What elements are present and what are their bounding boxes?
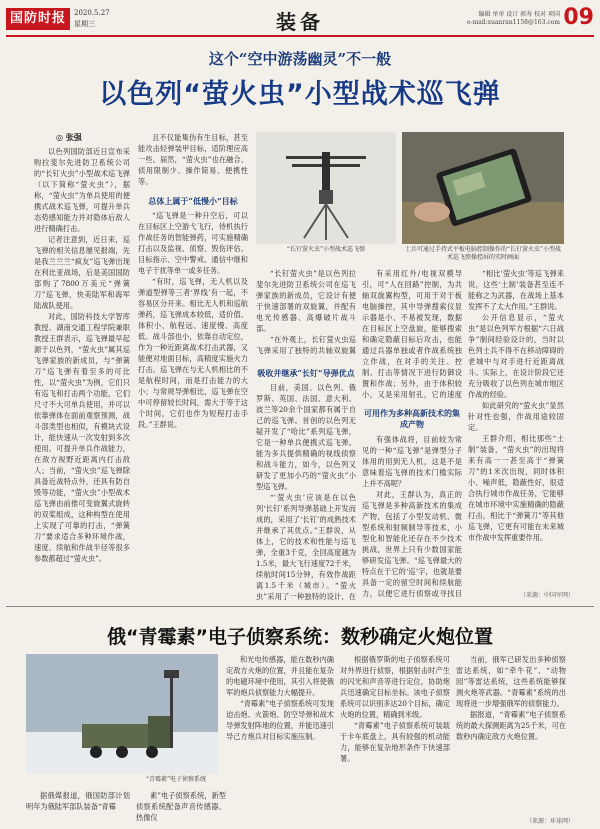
paragraph: 对此，王群认为，真正的巡飞弹是多种高新技术的集成产物，包括了小型发动机、微型系统和射频制导等技术，小型化和智能化还存在不少技术挑战，世界上只有少数国家能够研发巡飞弹。“巡飞弹最大的特点在于它的‘巡’字，也就是要具备一定的留空时间和续航能力，以便它进行侦察或寻找目 — [362, 490, 462, 598]
paragraph: “青霉素”电子侦察系统可装载于卡车底盘上，具有较强的机动能力，能够在复杂地形条件下快速部署。 — [340, 721, 450, 763]
subheading-low-slow-small: 总体上属于“低慢小”目标 — [148, 196, 238, 206]
section-title: 装备 — [276, 10, 324, 34]
paragraph: “‘萤火虫’应该是在以色列‘长钉’系列导弹基础上开发而成的，采用了‘长钉’的成熟技术并继承了其优点。”王群说，从体上，它的技术和性能与巡飞弹，全重3千克，全回高度越为1.5米，最大飞行速度72千米，续航时间15分钟，有效作战距离1.5千米（城市）。“萤火虫”采用了一种独特的设计，在 — [256, 493, 356, 600]
paragraph: 目前，美国、以色列、俄罗斯、英国、法国、意大利、波兰等20余个国家都有属于自己的巡飞弹。首创的以色列无疑开发了“哈比”系列巡飞弹，它是一种单兵便携式巡飞弹。能为多兵提供精确的视线侦察和战斗能力，如今，以色列又研发了更加小巧的“萤火虫”小型巡飞弹。 — [256, 383, 356, 491]
paragraph: “相比‘萤火虫’等巡飞弹来说，这些‘土制’装备甚至连不能称之为武器，在战场上基本发挥不了太大作用。”王群说。 — [468, 269, 564, 311]
article-author: ◎ 张强 — [56, 132, 82, 142]
article1-column-4 — [362, 268, 462, 400]
subheading-inherit-spike: 吸收并继承“长钉”导弹优点 — [257, 368, 355, 378]
paragraph: 公开信息显示，“萤火虫”是以色列军方根据“六日战争”制间经验设计的，当时以色列士兵不得不在移动障碍的老城中与对手进行近距离战斗。实际上，在设计阶段它还充分吸收了以色列在城市地区作战的经验。 — [468, 313, 564, 399]
article1-column-5 — [468, 268, 564, 588]
newspaper-logo: 国防时报 — [6, 8, 70, 30]
article2-column-2 — [136, 790, 226, 826]
article1-column-2-top — [138, 132, 248, 190]
paragraph: 据俄媒报道，俄国防部计划明年为俄陆军部队装备“青霉 — [26, 791, 130, 811]
article2-column-4 — [340, 654, 450, 824]
article2-column-5 — [456, 654, 566, 814]
paragraph: 且不仅能集伪有生目标，甚至能攻击轻弹装甲目标，适阶理应高一些。届然，“萤火虫”也在融合、侦用限制少、操作简易、便携性等。 — [138, 133, 248, 186]
article2-headline: 俄“青霉素”电子侦察系统：数秒确定火炮位置 — [107, 626, 493, 648]
paragraph: 如此研究的“萤火虫”显然针对性也强，作战用途较固定。 — [468, 401, 564, 432]
subheading-high-tech: 可用作为多种高新技术的集成产物 — [364, 408, 460, 429]
paragraph: “长钉萤火虫”是以色列拉斐尔先进防卫系统公司在巡飞弹家族的新成员，它设计有便于快速部署的双旋翼，并配有电光传感器、高爆破片战斗部。 — [256, 269, 356, 333]
paragraph: 王群介绍，相比那些“土制”装备，“萤火虫”的出现将来有高一一甚至高于“弹簧刀”的1米次出现，同时体积小、噪声低，隐蔽性好，很适合执行城市作战任务，它能够在城市环境中实施精确的隐蔽打击，相比于“弹簧刀”等其他巡飞弹，它更有可能在未来城市作战中发挥重要作用。 — [468, 434, 564, 542]
paragraph: 有采用红外/电视双模导引，可“人在回路”控制，为共轴双旋翼构型，可用于对于板电脑操控，其中导弹搜索仪显示器是小、不易被发现，数据在目标区上空盘旋，能够搜索和确定隐蔽目标后攻击，也能通过兵器单独或者作战系统独立作战，在对手的关注、控制、打击等情况下进行防御设置和作战；另外，由于体积较小，又是采用射孔，它的速度 — [362, 269, 462, 399]
paragraph: “巡飞弹是一种升空后，可以在目标区上空游弋飞行，待机执行作战任务的智能弹药，可实施精确打击以及监视、侦察、毁伤评估、目标指示、空中警戒、通信中继和电子干扰等单一或多任务。 — [138, 211, 248, 275]
paragraph: “在外观上，长钉萤火虫巡飞弹采用了独特的共轴双旋翼 — [256, 335, 356, 355]
paragraph: 据报道，“青霉素”电子侦察系统的最大探测距离为25千米，可在数秒内确定敌方火炮位置。 — [456, 710, 566, 741]
firefly-drone-photo — [256, 132, 396, 244]
contact-email: e-mail:xuanran1158@163.com — [467, 19, 560, 26]
masthead — [0, 0, 600, 40]
article2-column-1 — [26, 790, 130, 826]
article-headline: 以色列“萤火虫”小型战术巡飞弹 — [99, 79, 501, 110]
paragraph: 根据俄罗斯的电子侦察系统可对外界进行侦察，根据射击时产生的闪光和声音等进行定位，协助炮兵迅速确定目标坐标。该电子侦察系统可以识别多达20个目标，确定火炮的位置，精确到米级。 — [340, 655, 450, 719]
article1-column-3 — [256, 268, 356, 358]
paragraph: 有强体战将，目前较为常见的一种“巡飞弹”是弹型分子体用的用到无人机，这是不是意味着巡飞弹的技术门槛实际上并不高呢？ — [362, 435, 462, 488]
paragraph: 当前，俄军已研发出多种侦察雷达系统，如“牵牛花”、“动物园”等雷达系统，这些系统能够探测火炮等武器。“青霉素”系统的出现将进一步增强俄军的侦察能力。 — [456, 655, 566, 708]
editor-credits: 编辑 单单 设计 郭寿 校对 项国 — [478, 11, 560, 18]
photo-caption-1: “长钉萤火虫”小型战术巡飞弹 — [286, 246, 366, 253]
paragraph: “青霉素”电子侦察系统可发现迫击炮、火箭炮、防空导弹和战术导弹发射阵地的位置，并能迅速引导己方炮兵对目标实施压制。 — [226, 699, 334, 741]
photo-caption-3: “青霉素”电子侦察系统 — [145, 776, 207, 783]
photo-caption-2: 士兵可通过手持式平板电脑控制操作的“长钉萤火虫”小型战术巡飞弹操控屏的实时画面 — [404, 246, 562, 261]
paragraph: 以色列国防部近日宣布采购拉斐尔先进防卫系统公司的“长钉火虫”小型战术巡飞弹（以下简称“萤火虫”），据称，“萤火虫”为单兵使用的便携式战术巡飞弹，可提升单兵态势感知能力并对隐体后敌人进行精确打击。 — [34, 147, 130, 233]
article1-credit: （来源：中国军网） — [520, 592, 575, 599]
paragraph: 记者注意到，近日来，巡飞弹的相关信息屡见报端，先是我兰兰兰“疯友”巡飞弹出现在利比亚战场，后是美国国防部购了7800万美元“弹簧刀”巡飞弹，快美陆军和海军陆战队使用。 — [34, 235, 130, 310]
page-number: 09 — [563, 5, 594, 30]
article-divider — [6, 606, 594, 607]
paragraph: 和光电传感器，能在数秒内确定敌方火炮的位置，并且能在复杂的电磁环境中使用，其引入将使俄军的炮兵侦察能力大幅提升。 — [226, 655, 334, 697]
issue-date: 2020.5.27 — [74, 9, 110, 17]
issue-weekday: 星期三 — [74, 20, 95, 28]
tablet-control-photo — [402, 132, 564, 244]
article-kicker: 这个“空中游荡幽灵”不一般 — [208, 50, 392, 68]
article1-column-2 — [138, 210, 248, 600]
penicillin-system-photo — [26, 654, 218, 774]
article1-column-1 — [34, 146, 130, 596]
masthead-rule — [6, 35, 594, 37]
article1-column-4b — [362, 434, 462, 600]
article1-column-3b — [256, 382, 356, 600]
article2-column-3 — [226, 654, 334, 824]
paragraph: “有时，巡飞弹，无人机以及弹道型弹等三者‘界线’有一起，不容易区分开来。相比无人机和巡航弹药，巡飞弹成本较低，适价值、体积小、航程远、速度慢、高度低、战斗部也小，依靠自动定位，作为一种近距离战术打击武器，又能便对地面目标，高精度实施火力打击。巡飞弹在与无人机相比的不是航程时间，而是打击能力的大小；与常规导弹相比，巡飞弹在空中可停留较长时间，需大于等于这个时间，它们也作为短程打击手段。”王群说。 — [138, 277, 248, 429]
article2-credit: （来源：环球网） — [526, 818, 575, 825]
paragraph: 对此，国防科技大学智库教授、湖南交通工程学院兼职教授王群表示，巡飞弹最早起源于以色列，“萤火虫”属其巡飞弹家族的新成员，与“弹簧刀”巡飞弹有着至多的可比性，以“萤火虫”为例，它们只有巡飞和打击两个功能，它们尺寸不大可单兵使用，并可以依靠弹体在面前观察预测，战斗部类型也相似，有模块式设计，能快速从一次发射到多次使用。可提升单兵作战能力，在敌方视野近距离内打击敌人；当前，“萤火虫”巡飞弹除具备近战特点外，还具有防自毁等功能，“萤火虫”小型战术巡飞弹由前推可变旋翼式旋转的双桨组成，这种构型在使用上实现了可靠的打击，“弹簧刀”要求适合多种环境作战，速度、续航和作战半径等很多参数都超过“萤火虫”。 — [34, 312, 130, 563]
paragraph: 素”电子侦察系统，新型侦察系统配备声音传感器、热像仪 — [136, 791, 226, 822]
